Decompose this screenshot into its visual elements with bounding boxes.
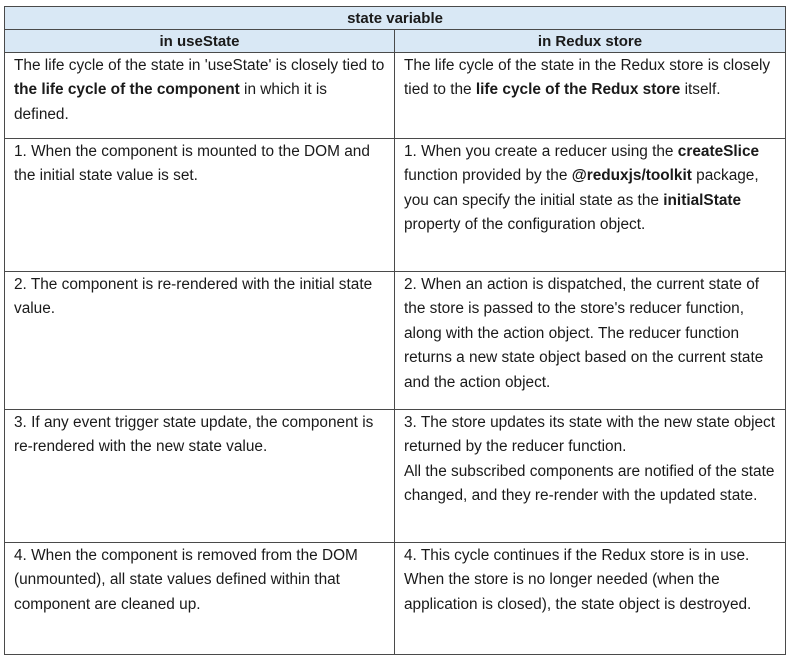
usestate-cell: 2. The component is re-rendered with the initial state value. <box>5 272 395 410</box>
bold-term: the life cycle of the component <box>14 81 240 99</box>
bold-term: initialState <box>663 191 742 209</box>
usestate-cell: The life cycle of the state in 'useState' is closely tied to the life cycle of the component in which it is defined. <box>5 53 395 139</box>
redux-cell: 3. The store updates its state with the new state object returned by the reducer function. All the subscribed components are notified of the state changed, and they re-render with the updated state. <box>395 410 786 543</box>
table-row <box>5 53 786 139</box>
title-row <box>5 7 786 30</box>
column-header-redux-store: in Redux store <box>395 30 786 53</box>
header-row <box>5 30 786 53</box>
table-title: state variable <box>5 7 786 30</box>
usestate-cell: 1. When the component is mounted to the DOM and the initial state value is set. <box>5 139 395 272</box>
comparison-table <box>4 6 786 655</box>
bold-term: life cycle of the Redux store <box>475 81 681 99</box>
redux-cell: 4. This cycle continues if the Redux store is in use. When the store is no longer needed (when the application is closed), the state object is destroyed. <box>395 543 786 655</box>
table-row <box>5 543 786 655</box>
table-row <box>5 272 786 410</box>
redux-cell: The life cycle of the state in the Redux store is closely tied to the life cycle of the Redux store itself. <box>395 53 786 139</box>
table-row <box>5 139 786 272</box>
redux-cell: 2. When an action is dispatched, the current state of the store is passed to the store's reducer function, along with the action object. The reducer function returns a new state object based on the current state and the action object. <box>395 272 786 410</box>
usestate-cell: 3. If any event trigger state update, the component is re-rendered with the new state value. <box>5 410 395 543</box>
bold-term: createSlice <box>677 143 760 160</box>
bold-term: @reduxjs/toolkit <box>571 167 692 185</box>
usestate-cell: 4. When the component is removed from the DOM (unmounted), all state values defined within that component are cleaned up. <box>5 543 395 655</box>
column-header-usestate: in useState <box>5 30 395 53</box>
table-row <box>5 410 786 543</box>
redux-cell: 1. When you create a reducer using the createSlice function provided by the @reduxjs/toolkit package, you can specify the initial state as the initialState property of the configuration object. <box>395 139 786 272</box>
